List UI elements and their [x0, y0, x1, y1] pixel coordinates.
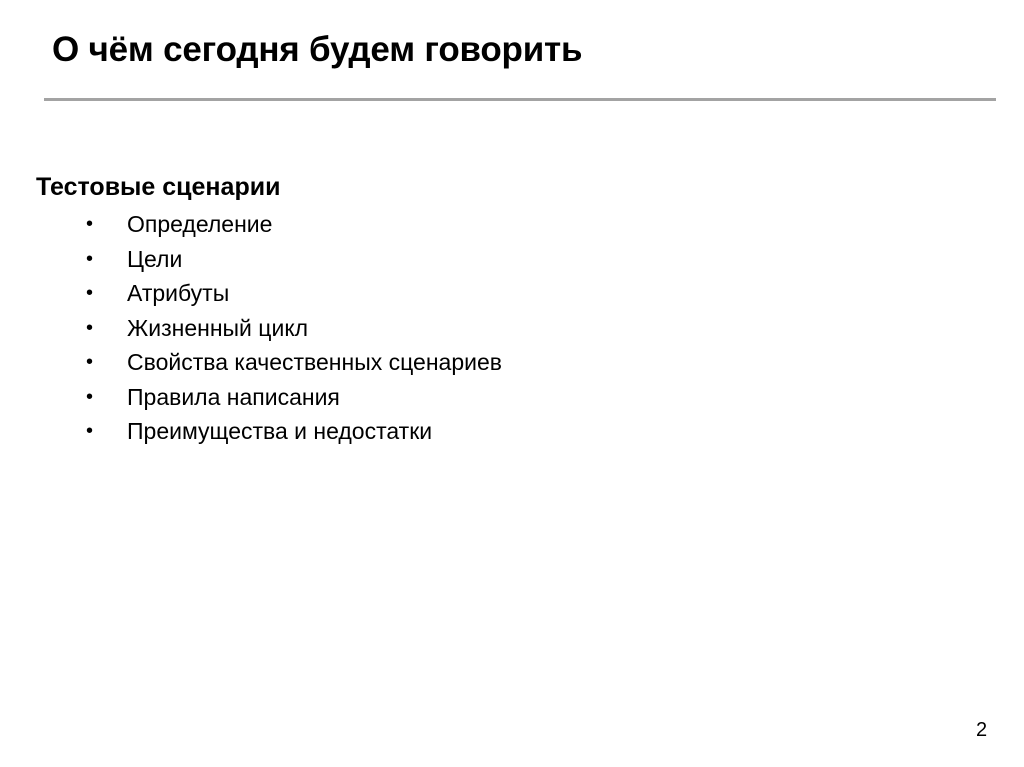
bullet-text: Жизненный цикл	[127, 314, 309, 341]
bullet-icon: •	[86, 282, 94, 304]
section-heading: Тестовые сценарии	[36, 173, 281, 201]
bullet-text: Свойства качественных сценариев	[127, 349, 502, 375]
bullet-icon: •	[86, 247, 94, 270]
bullet-text: Преимущества и недостатки	[127, 418, 433, 444]
page-number: 2	[976, 719, 988, 741]
bullet-icon: •	[86, 316, 94, 339]
bullet-text: Атрибуты	[127, 280, 230, 306]
bullet-icon: •	[86, 420, 94, 442]
bullet-text: Цели	[127, 245, 183, 272]
title-divider	[44, 98, 996, 101]
bullet-text: Правила написания	[127, 383, 340, 410]
bullet-icon: •	[86, 351, 94, 373]
bullet-icon: •	[86, 213, 94, 235]
bullet-icon: •	[86, 385, 94, 408]
slide-title: О чём сегодня будем говорить	[52, 30, 583, 69]
bullet-text: Определение	[127, 211, 273, 237]
